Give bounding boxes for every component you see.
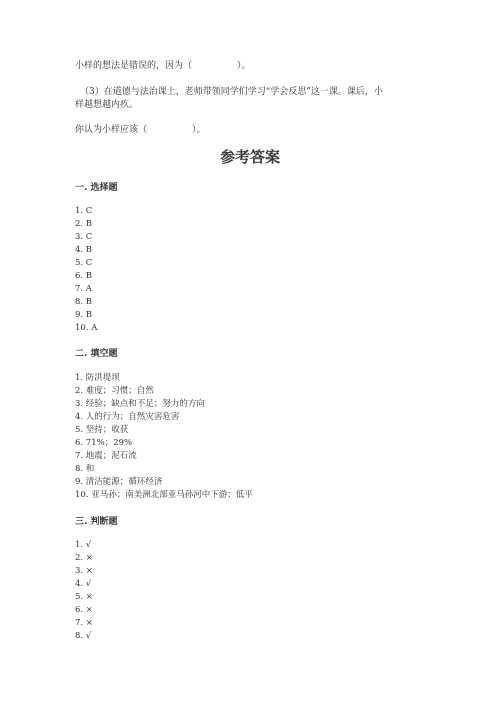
list-item: 4. √ xyxy=(75,579,92,589)
section-heading-judge: 三. 判断题 xyxy=(75,517,118,527)
list-item: 7. 地震；泥石流 xyxy=(75,451,137,461)
answer-list-judge xyxy=(75,539,93,643)
list-item: 8. √ xyxy=(75,631,92,641)
list-item: 9. 清洁能源；循环经济 xyxy=(75,477,163,487)
list-item: 3. 经验；缺点和不足；努力的方向 xyxy=(75,399,205,409)
answer-title: 参考答案 xyxy=(219,148,280,166)
list-item: 1. C xyxy=(75,206,93,216)
list-item: 1. √ xyxy=(75,540,92,550)
answer-list-fill xyxy=(75,372,253,502)
list-item: 2. 难度；习惯；自然 xyxy=(75,386,154,396)
section-heading-fill: 二. 填空题 xyxy=(75,349,118,359)
list-item: 6. 71%；29% xyxy=(75,438,133,448)
answer-list-choice xyxy=(75,205,97,335)
list-item: 5. C xyxy=(75,258,93,268)
question-line-4: 你认为小样应该（ ）。 xyxy=(75,125,206,135)
list-item: 8. B xyxy=(75,297,93,307)
list-item: 2. B xyxy=(75,219,93,229)
list-item: 10. 亚马孙；南美洲北部亚马孙河中下游；低平 xyxy=(75,490,253,500)
list-item: 6. × xyxy=(75,605,93,615)
list-item: 9. B xyxy=(75,310,93,320)
list-item: 7. A xyxy=(75,284,92,294)
list-item: 2. × xyxy=(75,553,93,563)
list-item: 3. × xyxy=(75,566,93,576)
list-item: 5. 坚持；收获 xyxy=(75,425,129,435)
list-item: 4. B xyxy=(75,245,93,255)
question-line-1: 小样的想法是错误的，因为（ ）。 xyxy=(75,61,251,71)
list-item: 4. 人的行为；自然灾害危害 xyxy=(75,412,180,422)
question-line-3: 样越想越内疚。 xyxy=(75,100,139,110)
list-item: 7. × xyxy=(75,618,93,628)
list-item: 8. 和 xyxy=(75,464,95,474)
list-item: 5. × xyxy=(75,592,93,602)
list-item: 3. C xyxy=(75,232,93,242)
list-item: 10. A xyxy=(75,323,98,333)
question-line-2: （3）在道德与法治课上，老师带领同学们学习“学会反思”这一课。课后，小 xyxy=(80,87,383,97)
list-item: 1. 防洪堤坝 xyxy=(75,373,120,383)
list-item: 6. B xyxy=(75,271,93,281)
section-heading-choice: 一. 选择题 xyxy=(75,183,118,193)
